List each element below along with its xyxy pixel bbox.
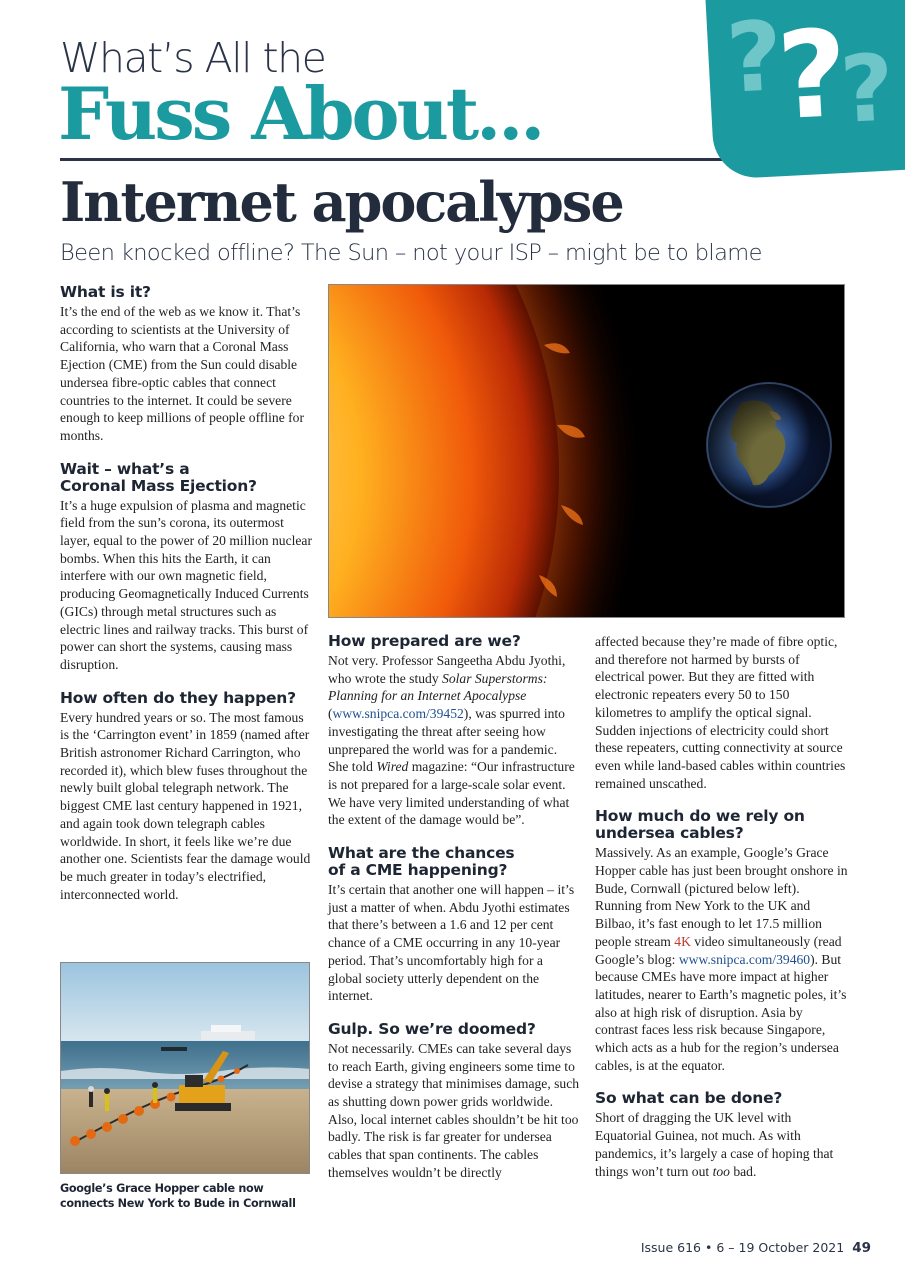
section-text: It’s certain that another one will happen – it’s just a matter of when. Abdu Jyothi estimates that there’s between a 1.6 and 12 per cent chance of a CME occurring in any 10-year period. That’s uncomfortably high for a global society utterly dependent on the internet. xyxy=(328,882,575,1004)
heading-line: Coronal Mass Ejection? xyxy=(60,476,257,495)
section-heading xyxy=(328,845,580,879)
text-run: bad. xyxy=(729,1163,757,1179)
separator: • xyxy=(704,1240,713,1255)
photo-caption: Google’s Grace Hopper cable now connects New York to Bude in Cornwall xyxy=(60,1182,296,1210)
sun-earth-image xyxy=(328,284,845,618)
text-run: magazine: “Our infrastructure is not prepared for a large-scale solar event. We have very limited understanding of what the extent of the damage would be”. xyxy=(328,759,575,828)
heading-line: How much do we rely on xyxy=(595,807,805,826)
section-text xyxy=(595,1109,848,1180)
text-run: ). But because CMEs have more impact at higher latitudes, nearer to Earth’s magnetic poles, it’s also at high risk of disruption. Asia by contrast faces less risk because Singapore, which acts as a hub for the region’s undersea cables, is at the equator. xyxy=(595,951,847,1073)
kicker-title: What’s All the xyxy=(60,34,326,82)
issue-number: Issue 616 xyxy=(640,1240,701,1255)
heading-line: What are the chances xyxy=(328,844,515,863)
header-rule xyxy=(60,158,725,161)
emphasis: too xyxy=(712,1163,730,1179)
section-text: It’s a huge expulsion of plasma and magnetic field from the sun’s corona, its outermost layer, equal to the power of 20 million nuclear bombs. When this hits the Earth, it can interfere with our own magnetic field, producing Geomagnetically Induced Currents (GICs) through metal structures such as electric lines and railway tracks. This burst of power can short the systems, causing mass disruption. xyxy=(60,497,312,672)
section-text: Every hundred years or so. The most famous is the ‘Carrington event’ in 1859 (named after British astronomer Richard Carrington, who recorded it), which blew fuses throughout the newly built global telegraph network. The biggest CME last century happened in 1921, and again took down telegraph cables worldwide. In short, it feels like we’re due another one. Scientists fear the damage would be much greater in today’s electrified, interconnected world. xyxy=(60,709,311,902)
grace-hopper-beach-photo xyxy=(60,962,310,1174)
question-mark-icon: ? xyxy=(837,34,897,144)
page-footer xyxy=(641,1240,871,1256)
section-text: It’s the end of the web as we know it. That’s according to scientists at the University of California, who warn that a Coronal Mass Ejection (CME) from the Sun could disable undersea fibre-optic cables that connect countries to the internet. It could be severe enough to keep millions of people offline for months. xyxy=(60,304,305,443)
column-3 xyxy=(595,633,848,1180)
text-run: ( xyxy=(328,706,333,722)
series-title: Fuss About... xyxy=(58,71,543,156)
issue-dates: 6 – 19 October 2021 xyxy=(716,1240,845,1255)
section-text xyxy=(328,652,580,829)
section-text-continued: affected because they’re made of fibre optic, and therefore not harmed by bursts of electrical power. But they are fitted with electronic repeaters every 50 to 150 kilometres to amplify the optical signal. Sudden injections of electricity could short these repeaters, cutting connectivity at source even while land-based cables within countries remained unscathed. xyxy=(595,634,846,791)
section-text xyxy=(595,844,848,1074)
question-mark-icon: ? xyxy=(723,0,786,115)
4k-term: 4K xyxy=(674,933,691,949)
section-heading xyxy=(60,461,312,495)
section-heading: What is it? xyxy=(60,283,151,301)
heading-line: undersea cables? xyxy=(595,824,744,843)
magazine-name: Wired xyxy=(376,759,409,775)
study-link[interactable]: www.snipca.com/39452 xyxy=(332,706,464,722)
question-marks-badge xyxy=(705,0,905,180)
text-run: ), was spurred into investigating the threat after seeing how unprepared the world was for a pandemic. She told xyxy=(328,706,565,775)
column-2 xyxy=(328,633,580,1182)
study-title: Solar Superstorms: Planning for an Internet Apocalypse xyxy=(328,670,548,704)
section-heading xyxy=(595,808,848,842)
heading-line: Wait – what’s a xyxy=(60,459,190,478)
section-heading: How often do they happen? xyxy=(60,688,296,707)
article-title: Internet apocalypse xyxy=(60,170,623,234)
column-1 xyxy=(60,284,312,903)
section-heading: How prepared are we? xyxy=(328,632,521,650)
heading-line: of a CME happening? xyxy=(328,861,508,880)
text-run: Massively. As an example, Google’s Grace Hopper cable has just been brought onshore in Bude, Cornwall (pictured below left). Running from New York to the UK and Bilbao, it’s fast enough to let 17.5 million people stream xyxy=(595,845,848,949)
question-mark-icon: ? xyxy=(774,4,851,148)
section-text: Not necessarily. CMEs can take several days to reach Earth, giving engineers some time to devise a strategy that minimises damage, such as shutting down power grids worldwide. Also, local internet cables shouldn’t be hit too badly. The risk is far greater for undersea cables that span continents. The cables themselves wouldn’t be directly xyxy=(328,1040,580,1180)
beach-illustration xyxy=(61,963,310,1174)
section-heading: Gulp. So we’re doomed? xyxy=(328,1019,536,1038)
page-number: 49 xyxy=(852,1240,871,1256)
sun-earth-illustration xyxy=(329,285,845,618)
section-heading: So what can be done? xyxy=(595,1089,783,1108)
text-run: video simultaneously (read Google’s blog: xyxy=(595,933,842,967)
text-run: Not very. Professor Sangeetha Abdu Jyothi, who wrote the study xyxy=(328,653,566,686)
article-subtitle: Been knocked offline? The Sun – not your ISP – might be to blame xyxy=(60,240,762,266)
blog-link[interactable]: www.snipca.com/39460 xyxy=(678,951,811,967)
text-run: Short of dragging the UK level with Equatorial Guinea, not much. As with pandemics, it’s largely a case of hoping that things won’t turn out xyxy=(595,1110,834,1179)
